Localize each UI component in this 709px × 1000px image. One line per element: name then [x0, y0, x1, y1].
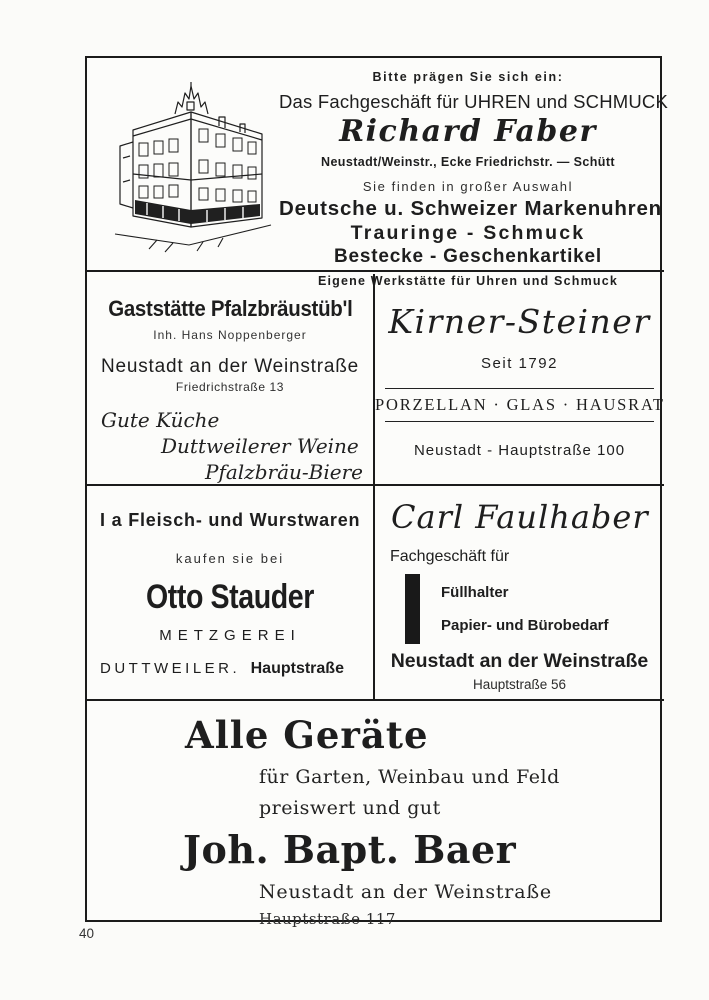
gast-offer-wines: Duttweilerer Weine — [161, 434, 359, 458]
faulhaber-subline: Fachgeschäft für — [390, 548, 510, 565]
faber-offer-line-2: Trauringe - Schmuck — [350, 222, 586, 244]
faber-offer-line-1: Deutsche u. Schweizer Markenuhren — [279, 197, 662, 220]
gast-name-text: Gaststätte Pfalzbräustüb'l — [107, 296, 353, 321]
faulhaber-city: Neustadt an der Weinstraße — [390, 650, 649, 672]
kirner-rule-top — [385, 388, 654, 389]
stauder-subline: kaufen sie bei — [175, 551, 285, 566]
ads-outer-frame — [85, 56, 669, 928]
ad-kirner-steiner — [375, 274, 664, 486]
stauder-name — [87, 578, 373, 617]
kirner-address: Neustadt - Hauptstraße 100 — [413, 442, 626, 459]
faber-note: Sie finden in großer Auswahl — [362, 179, 574, 194]
stauder-address — [100, 660, 373, 678]
stauder-address-street: Hauptstraße — [250, 660, 344, 677]
ad-gaststaette-pfalzbraeustuebl — [87, 274, 375, 486]
faber-shop-name: Richard Faber — [339, 114, 597, 149]
kirner-rule-bottom — [385, 421, 654, 422]
gast-offers — [87, 408, 373, 484]
faber-subtitle: Das Fachgeschäft für UHREN und SCHMUCK — [279, 91, 669, 112]
baer-headline: Alle Geräte — [185, 713, 429, 757]
gast-owner: Inh. Hans Noppenberger — [153, 328, 307, 342]
faber-tagline: Bitte prägen Sie sich ein: — [372, 70, 564, 84]
baer-name: Joh. Bapt. Baer — [183, 827, 517, 872]
ad-richard-faber — [87, 58, 669, 288]
kirner-products: PORZELLAN · GLAS · HAUSRAT — [375, 395, 665, 414]
corner-building-illustration — [99, 82, 279, 254]
gast-name — [87, 296, 373, 322]
gast-offer-kitchen: Gute Küche — [101, 408, 220, 432]
faber-footer: Eigene Werkstätte für Uhren und Schmuck — [317, 274, 619, 288]
ad-otto-stauder — [87, 486, 375, 701]
gast-street: Friedrichstraße 13 — [175, 380, 285, 394]
kirner-since: Seit 1792 — [481, 355, 558, 372]
baer-line-1: für Garten, Weinbau und Feld — [259, 766, 560, 788]
gast-city: Neustadt an der Weinstraße — [100, 356, 360, 377]
kirner-name: Kirner-Steiner — [388, 302, 651, 341]
stauder-name-text: Otto Stauder — [146, 578, 314, 616]
faulhaber-name: Carl Faulhaber — [391, 498, 649, 536]
page-number: 40 — [79, 926, 95, 941]
baer-street: Hauptstraße 117 — [259, 910, 396, 928]
baer-city: Neustadt an der Weinstraße — [259, 881, 552, 903]
faulhaber-item-pens: Füllhalter — [441, 584, 509, 601]
faber-offer-line-3: Bestecke - Geschenkartikel — [334, 246, 602, 267]
stauder-headline: I a Fleisch- und Wurstwaren — [100, 510, 361, 530]
faulhaber-street: Hauptstraße 56 — [472, 677, 567, 692]
baer-line-2: preiswert und gut — [259, 797, 441, 819]
stauder-address-town: DUTTWEILER. — [100, 660, 241, 677]
faber-address: Neustadt/Weinstr., Ecke Friedrichstr. — Schütt — [321, 155, 615, 169]
vertical-bar-decoration — [405, 574, 420, 644]
faber-text-block — [279, 64, 669, 288]
faulhaber-item-paper: Papier- und Bürobedarf — [441, 617, 609, 634]
gast-offer-beers: Pfalzbräu-Biere — [205, 460, 363, 484]
stauder-trade: METZGEREI — [159, 627, 301, 644]
ad-carl-faulhaber — [375, 486, 664, 701]
ad-joh-bapt-baer — [87, 701, 664, 928]
